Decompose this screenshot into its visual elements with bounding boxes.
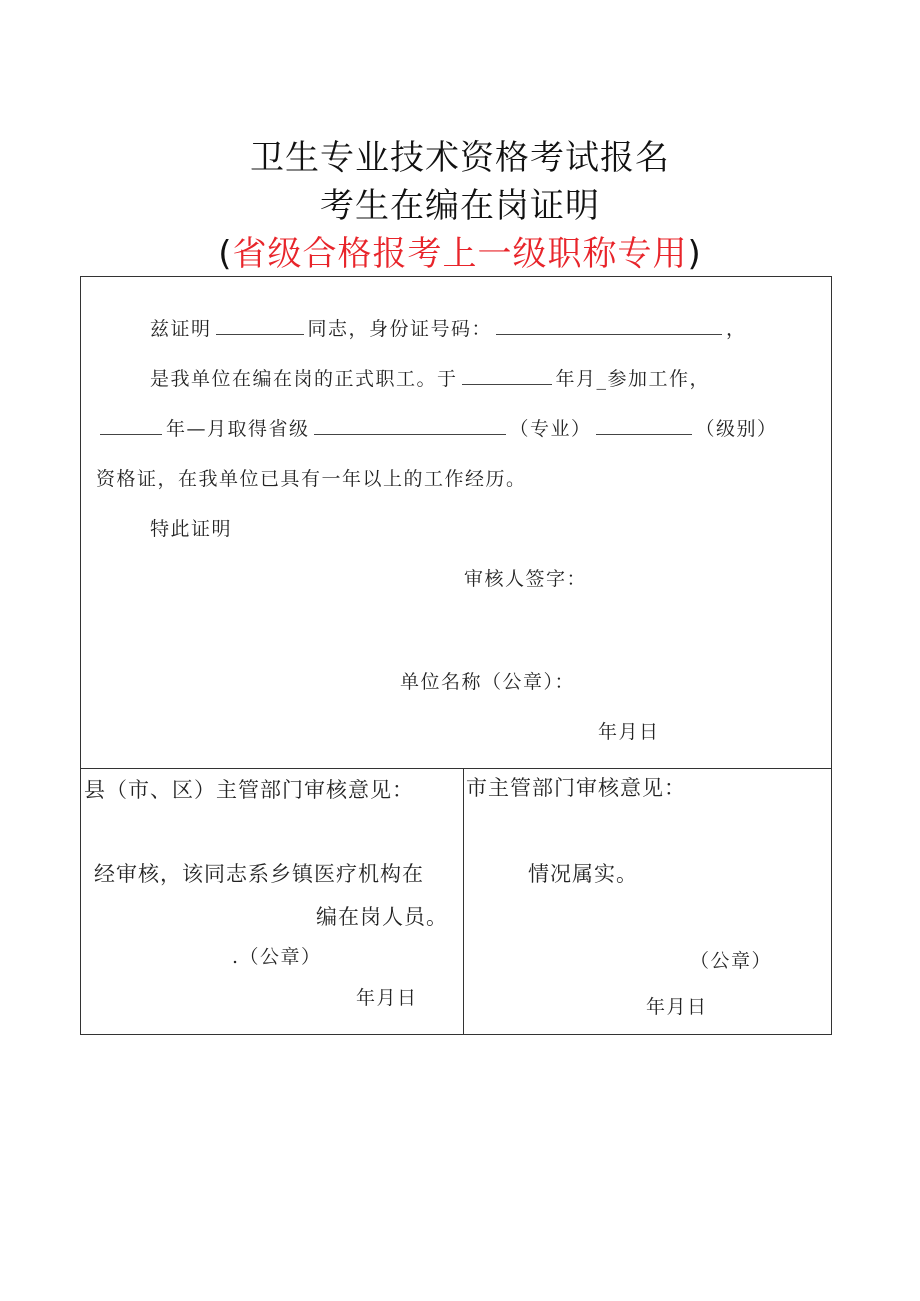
unit-seal-label: 单位名称（公章）： [400,671,576,693]
page-subtitle: 考生在编在岗证明 [320,186,600,226]
certificate-date: 年月日 [598,721,660,743]
start-year-blank[interactable] [462,366,552,385]
note-close-paren: ) [687,234,702,274]
review-box [80,768,832,1035]
name-blank[interactable] [216,316,304,335]
county-date: 年月日 [356,987,418,1009]
start-work-label: 年月_参加工作， [555,368,711,390]
county-review-heading: 县（市、区）主管部门审核意见： [84,778,414,802]
page-title: 卫生专业技术资格考试报名 [250,138,670,178]
city-seal: （公章） [690,950,773,972]
note-red-text: 省级合格报考上一级职称专用 [232,234,688,274]
county-opinion-line2: 编在岗人员。 [316,905,448,929]
body-line-4: 资格证，在我单位已具有一年以上的工作经历。 [96,468,527,490]
certify-label: 兹证明 [150,318,212,340]
cert-date-label: 年—月取得省级 [166,418,310,440]
county-seal: .（公章） [232,946,322,968]
body-line-3 [96,416,778,442]
review-divider [463,768,464,1035]
comma: ， [726,318,747,340]
employee-statement: 是我单位在编在岗的正式职工。于 [150,368,458,390]
id-label: 同志，身份证号码： [307,318,493,340]
county-opinion-line1: 经审核，该同志系乡镇医疗机构在 [94,862,424,886]
cert-year-blank[interactable] [100,416,162,435]
id-number-blank[interactable] [496,316,722,335]
level-blank[interactable] [596,416,692,435]
body-line-2 [150,366,710,392]
page-note [0,232,920,276]
body-line-5: 特此证明 [150,518,233,540]
city-date: 年月日 [646,996,708,1018]
note-open-paren: ( [218,234,233,274]
level-label: （级别） [695,418,778,440]
specialty-blank[interactable] [314,416,506,435]
specialty-label: （专业） [509,418,592,440]
reviewer-signature-label: 审核人签字： [464,568,588,590]
city-review-heading: 市主管部门审核意见： [466,776,686,800]
body-line-1 [150,316,747,342]
city-opinion: 情况属实。 [528,862,638,886]
